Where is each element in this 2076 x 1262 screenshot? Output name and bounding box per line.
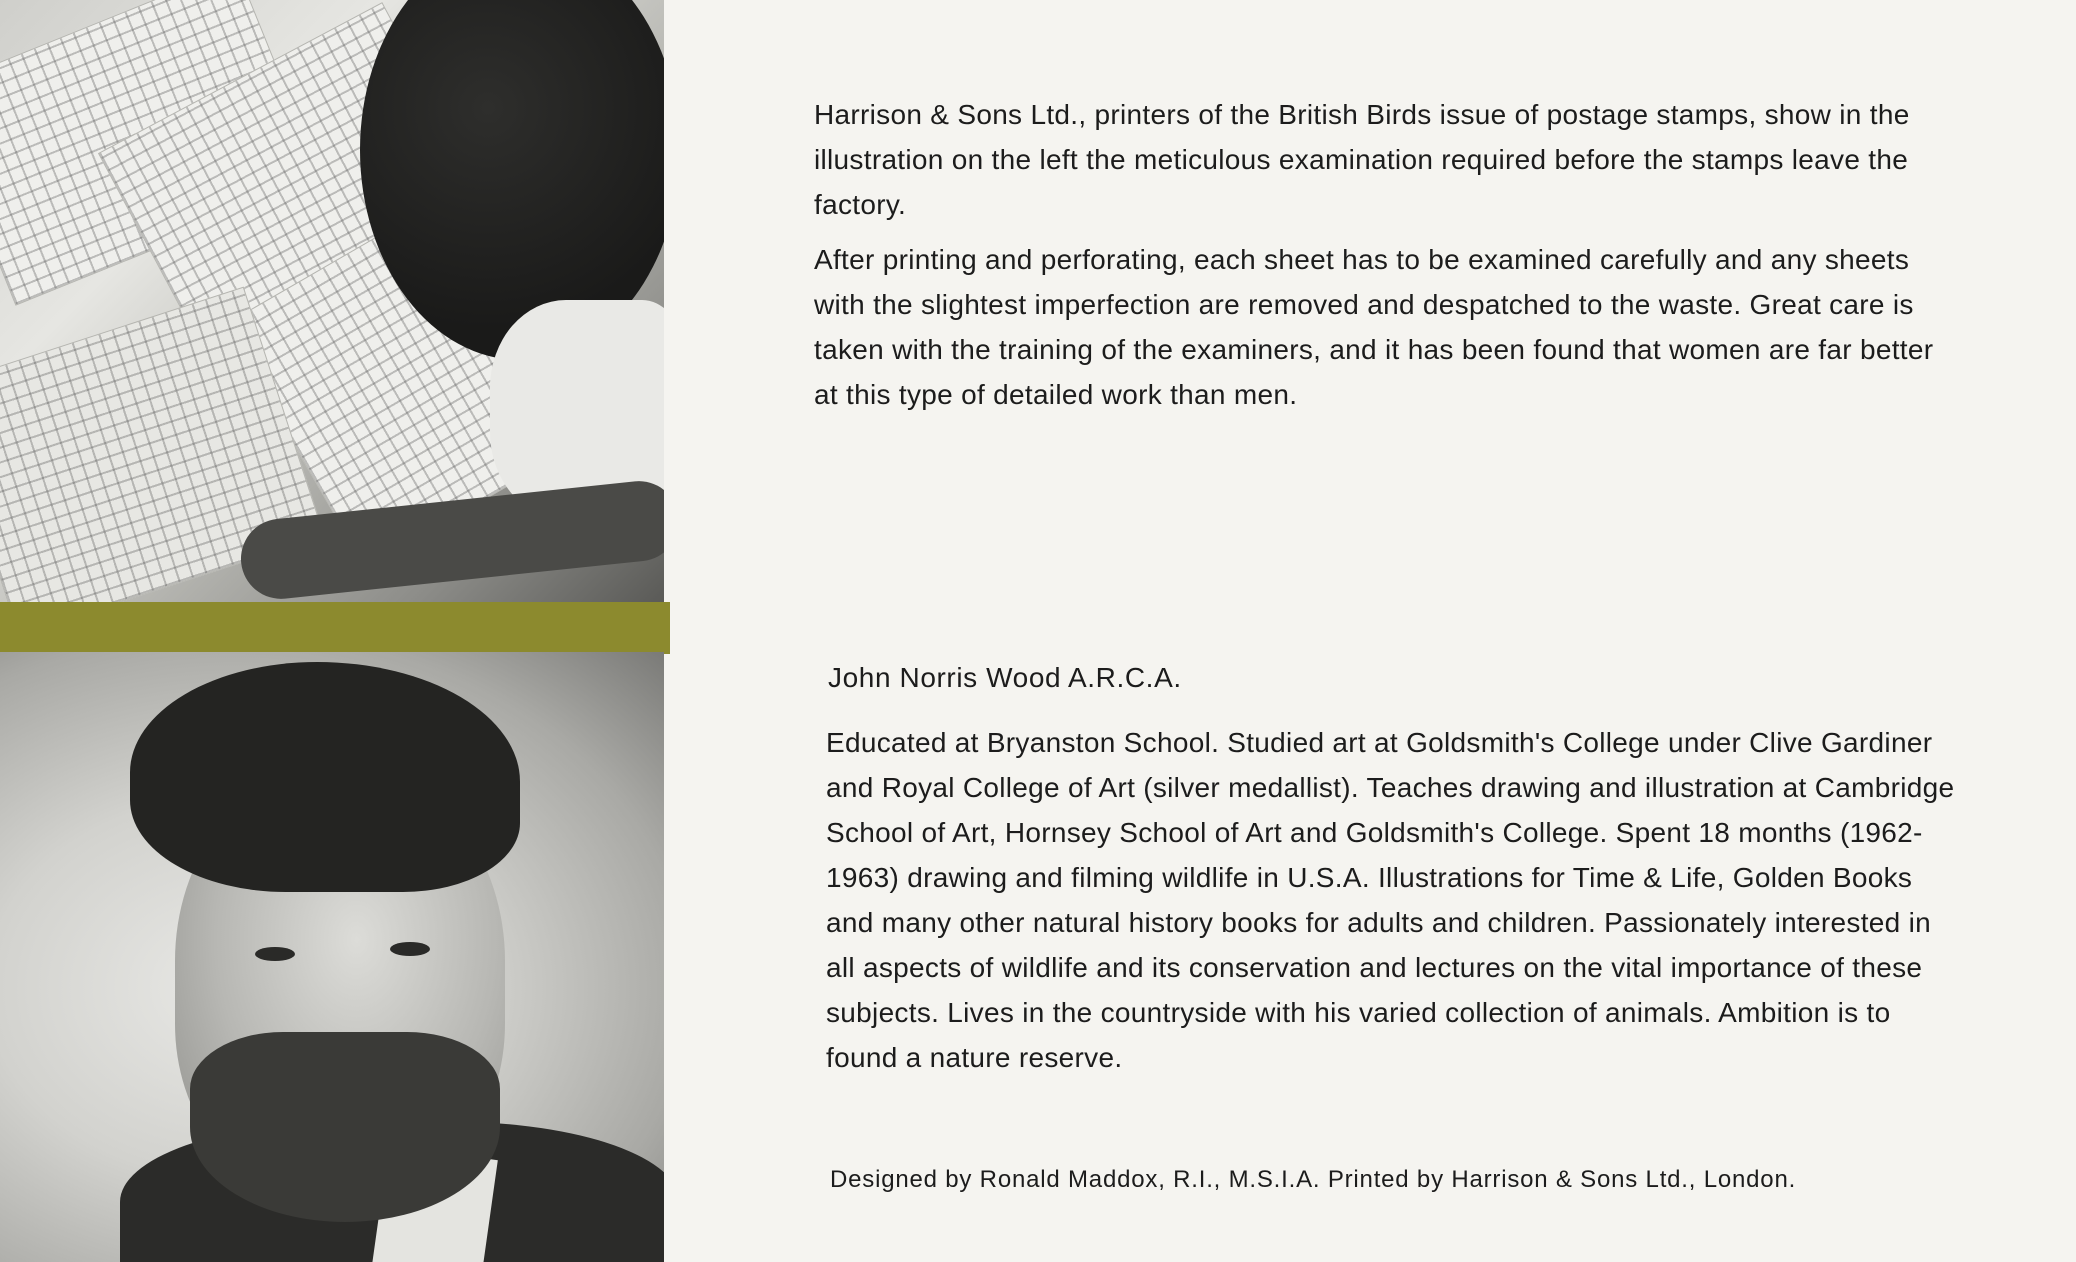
artist-biography: Educated at Bryanston School. Studied art at Goldsmith's College under Clive Gardiner and Royal College of Art (silver medallist). Teaches drawing and illustration at Cambridge School of Art, Hornsey School of Art and Goldsmith's College. Spent 18 months (1962-1963) drawing and filming wildlife in U.S.A. Illustrations for Time & Life, Golden Books and many other natural history books for adults and children. Passionately interested in all aspects of wildlife and its conservation and lectures on the vital importance of these subjects. Lives in the countryside with his varied collection of animals. Ambition is to found a nature reserve.: [826, 727, 1955, 1073]
credit-line: Designed by Ronald Maddox, R.I., M.S.I.A. Printed by Harrison & Sons Ltd., London.: [830, 1166, 1797, 1193]
portrait-hair: [130, 662, 520, 892]
portrait-eye: [255, 947, 295, 961]
printer-paragraph: After printing and perforating, each sheet has to be examined carefully and any sheets with the slightest imperfection are removed and despatched to the waste. Great care is taken with the training of the examiners, and it has been found that women are far better at this type of detailed work than men.: [814, 244, 1934, 410]
photo-column: [0, 0, 664, 1262]
olive-accent-band: [0, 602, 670, 654]
portrait-eye: [390, 942, 430, 956]
printer-description: [814, 92, 1944, 427]
artist-name-heading: John Norris Wood A.R.C.A.: [828, 662, 1182, 693]
portrait-beard: [190, 1032, 500, 1222]
artist-portrait: [0, 652, 664, 1262]
printer-paragraph: Harrison & Sons Ltd., printers of the British Birds issue of postage stamps, show in the illustration on the left the meticulous examination required before the stamps leave the factory.: [814, 99, 1910, 220]
examiner-photo: [0, 0, 664, 602]
